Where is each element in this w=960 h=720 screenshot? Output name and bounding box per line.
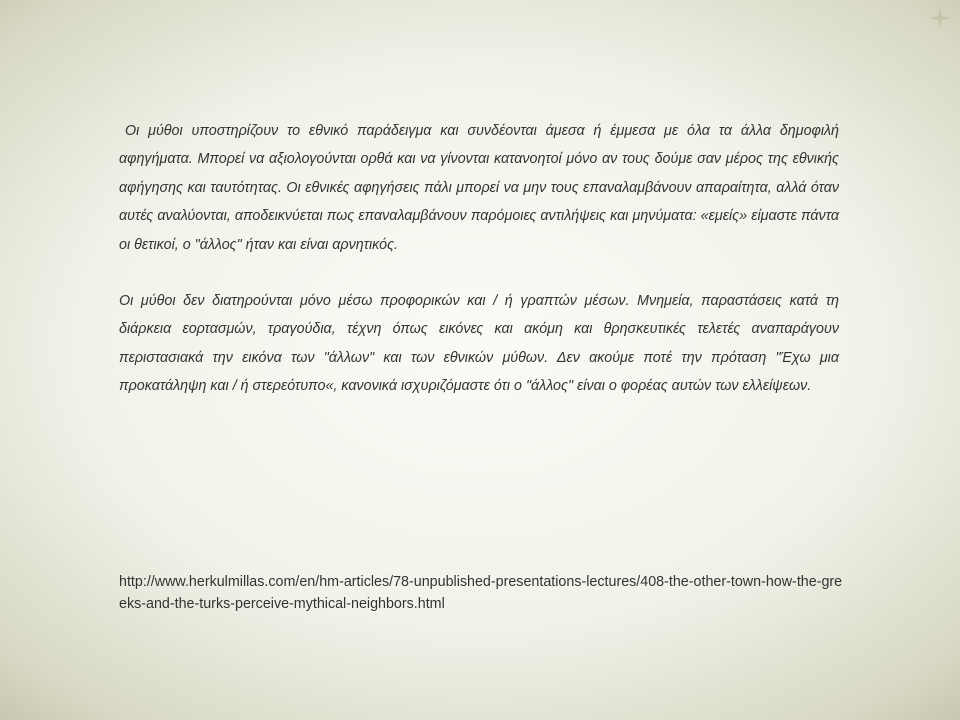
slide-body-text (119, 117, 839, 401)
paragraph-myths-preserved-through-media: Οι μύθοι δεν διατηρούνται μόνο μέσω προφορικών και / ή γραπτών μέσων. Μνημεία, παραστάσεις κατά τη διάρκεια εορτασμών, τραγούδια, τέχνη όπως εικόνες και ακόμη και θρησκευτικές τελετές αναπαράγουν περιστασιακά την εικόνα των "άλλων" και των εθνικών μύθων. Δεν ακούμε ποτέ την πρόταση "Έχω μια προκατάληψη και / ή στερεότυπο«, κανονικά ισχυριζόμαστε ότι ο "άλλος" είναι ο φορέας αυτών των ελλείψεων. (119, 293, 839, 395)
four-point-star-icon (930, 8, 950, 28)
paragraph-myths-support-national-paradigm: Οι μύθοι υποστηρίζουν το εθνικό παράδειγμα και συνδέονται άμεσα ή έμμεσα με όλα τα άλλα δημοφιλή αφηγήματα. Μπορεί να αξιολογούνται ορθά και να γίνονται κατανοητοί μόνο αν τους δούμε σαν μέρος της εθνικής αφήγησης και ταυτότητας. Οι εθνικές αφηγήσεις πάλι μπορεί να μην τους επαναλαμβάνουν απαραίτητα, αλλά όταν αυτές αναλύονται, αποδεικνύεται πως επαναλαμβάνουν παρόμοιες αντιλήψεις και μηνύματα: «εμείς» είμαστε πάντα οι θετικοί, ο "άλλος" ήταν και είναι αρνητικός. (119, 123, 839, 253)
source-url-link[interactable]: http://www.herkulmillas.com/en/hm-articles/78-unpublished-presentations-lectures/408-the-other-town-how-the-greeks-and-the-turks-perceive-mythical-neighbors.html (119, 574, 843, 612)
